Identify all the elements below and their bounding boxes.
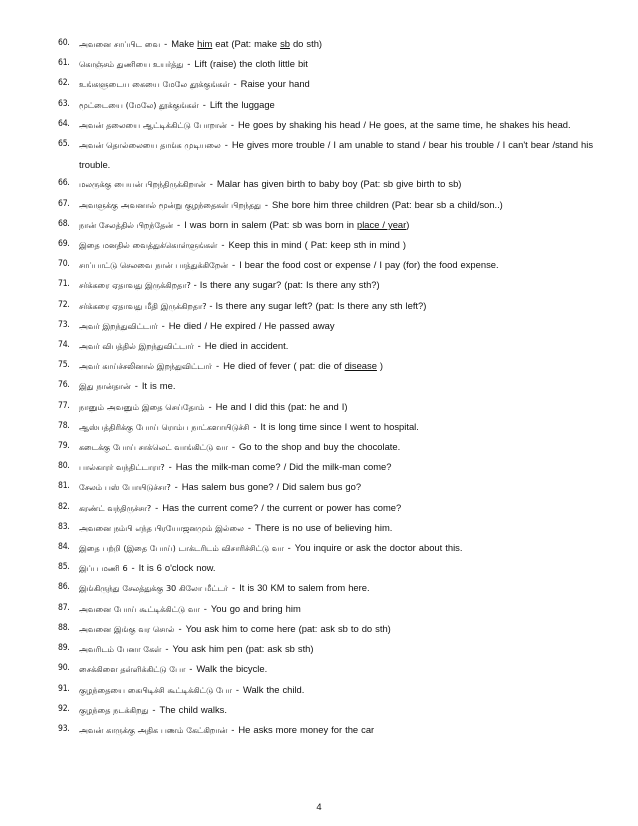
entry-separator: - xyxy=(189,663,193,675)
translation-text: He and I did this (pat: he and I) xyxy=(215,400,348,412)
phrase-entry xyxy=(58,720,606,740)
translation-text: I was born in salem (Pat: sb was born in xyxy=(184,218,357,230)
tamil-phrase: சைக்கிளை தள்ளிக்கிட்டு போ xyxy=(79,664,186,675)
phrase-entry xyxy=(58,659,606,679)
phrase-entry xyxy=(58,397,606,417)
english-translation xyxy=(223,360,383,371)
translation-text: eat (Pat: make xyxy=(212,38,281,49)
entry-number: 71. xyxy=(58,279,70,290)
tamil-phrase: மூட்டையை (மேலே) தூக்குங்கள் xyxy=(79,99,199,110)
translation-text: It is long time since I went to hospital. xyxy=(260,420,419,432)
english-translation xyxy=(139,562,216,573)
entry-separator: - xyxy=(253,420,257,432)
phrase-entry xyxy=(58,700,606,720)
entry-number: 61. xyxy=(58,58,70,69)
phrase-entry xyxy=(58,195,606,215)
underlined-text: place / year xyxy=(357,218,407,230)
tamil-phrase: கடைக்கு போய் சாக்லெட் வாங்கிட்டு வா xyxy=(79,442,228,453)
tamil-phrase: குழந்தை நடக்கிறது xyxy=(79,704,149,715)
entry-number: 82. xyxy=(58,501,70,512)
tamil-phrase: கரண்ட் வந்திருச்சா? xyxy=(79,502,152,513)
entry-separator: - xyxy=(134,380,138,392)
phrase-entry xyxy=(58,95,606,115)
phrase-entry xyxy=(58,174,606,194)
entry-number: 93. xyxy=(58,723,70,734)
phrase-entry xyxy=(58,115,606,135)
phrase-entry xyxy=(58,34,606,54)
tamil-phrase: குழந்தையை கைபிடிச்சி கூட்டிக்கிட்டு போ xyxy=(79,684,232,695)
entry-separator: - xyxy=(152,703,156,715)
translation-text: Lift (raise) the cloth little bit xyxy=(194,58,308,70)
page-number: 4 xyxy=(316,801,322,812)
tamil-phrase: அவனை போய் கூட்டிக்கிட்டு வா xyxy=(79,603,200,614)
tamil-phrase: இதை மனதில் வைத்துக்கொள்ளுங்கள் xyxy=(79,240,218,251)
entry-number: 88. xyxy=(58,622,70,633)
translation-text: Keep this in mind ( Pat: keep sth in mind ) xyxy=(228,239,407,251)
phrase-list xyxy=(58,34,606,740)
entry-separator: - xyxy=(247,521,252,533)
phrase-entry xyxy=(58,538,606,558)
english-translation xyxy=(239,259,499,270)
entry-separator: - xyxy=(230,118,234,130)
entry-separator: - xyxy=(168,461,172,473)
entry-number: 60. xyxy=(58,38,70,48)
entry-separator: - xyxy=(221,239,225,251)
entry-separator: - xyxy=(231,582,236,594)
tamil-phrase: அவனை நம்பி எந்த பிரயோஜனமும் இல்லை xyxy=(79,522,244,533)
entry-separator: - xyxy=(202,98,206,110)
phrase-entry xyxy=(58,74,606,94)
entry-number: 72. xyxy=(58,299,70,310)
english-translation xyxy=(216,401,348,412)
translation-text: There is no use of believing him. xyxy=(255,521,393,533)
translation-text: He asks more money for the car xyxy=(238,723,375,735)
entry-number: 83. xyxy=(58,521,70,532)
translation-text: Malar has given birth to baby boy (Pat: sb give birth to sb) xyxy=(216,178,462,190)
translation-text: He died of fever ( pat: die of xyxy=(223,360,345,372)
translation-text: Go to the shop and buy the chocolate. xyxy=(238,441,401,453)
translation-text: ) xyxy=(406,218,410,230)
phrase-entry xyxy=(58,477,606,497)
translation-text: He died in accident. xyxy=(204,340,289,352)
english-translation xyxy=(162,502,401,513)
english-translation xyxy=(229,239,407,250)
underlined-text: sb xyxy=(280,38,290,49)
tamil-phrase: அவரிடம் பேனா கேள் xyxy=(79,644,162,655)
phrase-entry xyxy=(58,356,606,376)
translation-text: - Is there any sugar left? (pat: Is there any sth left?) xyxy=(209,299,427,311)
entry-separator: - xyxy=(203,602,207,614)
tamil-phrase: நான் சேலத்தில் பிறந்தேன் xyxy=(79,219,174,230)
translation-text: Has the current come? / the current or power has come? xyxy=(162,501,402,513)
english-translation xyxy=(210,99,275,110)
entry-number: 77. xyxy=(58,400,70,411)
phrase-entry xyxy=(58,599,606,619)
entry-separator: - xyxy=(165,643,169,655)
tamil-phrase: அவர் இறந்துவிட்டார் xyxy=(79,320,158,331)
entry-separator: - xyxy=(131,562,135,574)
phrase-entry xyxy=(58,437,606,457)
translation-text: Make xyxy=(171,38,198,49)
tamil-phrase: சர்க்கரை ஏதாவது இருக்கிறதா? xyxy=(79,280,191,291)
entry-separator: - xyxy=(177,218,181,230)
tamil-phrase: இது நான்தான் xyxy=(79,381,131,392)
tamil-phrase: அவன் காருக்கு அதிக பணம் கேட்கிறான் xyxy=(79,724,228,735)
english-translation xyxy=(211,603,301,614)
entry-number: 66. xyxy=(58,178,70,189)
entry-separator: - xyxy=(231,259,236,271)
english-translation xyxy=(171,38,322,49)
translation-text: It is 6 o'clock now. xyxy=(138,562,216,574)
english-translation xyxy=(182,481,361,492)
entry-number: 89. xyxy=(58,643,70,654)
entry-separator: - xyxy=(231,723,235,735)
entry-separator: - xyxy=(197,340,201,352)
english-translation xyxy=(205,340,289,351)
tamil-phrase: உங்களுடைய கையை மேலே தூக்குங்கள் xyxy=(79,79,230,90)
underlined-text: disease xyxy=(344,360,377,372)
tamil-phrase: சேலம் பஸ் போயிடுச்சா? xyxy=(79,482,171,493)
phrase-entry xyxy=(58,639,606,659)
phrase-entry xyxy=(58,457,606,477)
translation-text: She bore him three children (Pat: bear sb a child/son..) xyxy=(272,198,503,210)
translation-text: The child walks. xyxy=(159,703,227,715)
english-translation xyxy=(239,441,400,452)
entry-number: 73. xyxy=(58,319,70,330)
entry-number: 69. xyxy=(58,239,70,250)
entry-separator: - xyxy=(235,683,239,695)
translation-text: It is 30 KM to salem from here. xyxy=(239,582,370,594)
entry-separator: - xyxy=(174,481,178,493)
phrase-entry xyxy=(58,680,606,700)
english-translation xyxy=(272,199,503,210)
entry-separator: - xyxy=(224,139,228,151)
entry-number: 76. xyxy=(58,380,70,391)
english-translation xyxy=(238,724,374,735)
english-translation xyxy=(217,178,462,189)
translation-text: You ask him pen (pat: ask sb sth) xyxy=(172,643,314,655)
entry-separator: - xyxy=(233,78,237,90)
phrase-entry xyxy=(58,518,606,538)
underlined-text: him xyxy=(197,38,213,49)
tamil-phrase: அவன் தொல்லையை தாங்க முடியலை xyxy=(79,140,221,151)
entry-number: 70. xyxy=(58,259,70,270)
translation-text: It is me. xyxy=(141,380,176,392)
phrase-entry xyxy=(58,578,606,598)
entry-number: 62. xyxy=(58,78,70,89)
entry-separator: - xyxy=(178,622,182,634)
english-translation xyxy=(295,542,463,553)
translation-text: You inquire or ask the doctor about this. xyxy=(294,542,463,554)
phrase-entry xyxy=(58,235,606,255)
english-translation xyxy=(209,300,426,311)
phrase-entry xyxy=(58,376,606,396)
entry-number: 75. xyxy=(58,360,70,371)
entry-number: 91. xyxy=(58,683,70,694)
english-translation xyxy=(169,320,335,331)
tamil-phrase: அவர் காய்ச்சலினால் இறந்துவிட்டார் xyxy=(79,361,212,372)
english-translation xyxy=(184,219,409,230)
entry-number: 67. xyxy=(58,198,70,209)
tamil-phrase: இப்ப மணி 6 xyxy=(79,563,128,574)
english-translation xyxy=(186,623,391,634)
phrase-entry xyxy=(58,275,606,295)
translation-text: Has salem bus gone? / Did salem bus go? xyxy=(181,481,362,493)
translation-text: do sth) xyxy=(289,38,323,49)
entry-number: 85. xyxy=(58,562,70,573)
entry-number: 79. xyxy=(58,441,70,452)
translation-text: He goes by shaking his head / He goes, at the same time, he shakes his head. xyxy=(237,118,571,130)
entry-separator: - xyxy=(187,58,191,70)
entry-number: 78. xyxy=(58,420,70,431)
entry-number: 68. xyxy=(58,218,70,229)
entry-number: 81. xyxy=(58,481,70,492)
phrase-entry xyxy=(58,498,606,518)
translation-text: I bear the food cost or expense / I pay (for) the food expense. xyxy=(239,259,499,271)
entry-number: 90. xyxy=(58,663,70,674)
entry-separator: - xyxy=(264,198,268,210)
phrase-entry xyxy=(58,558,606,578)
entry-separator: - xyxy=(164,38,168,49)
entry-separator: - xyxy=(215,360,220,372)
entry-separator: - xyxy=(161,319,165,331)
translation-text: You go and bring him xyxy=(210,602,301,614)
entry-number: 86. xyxy=(58,582,70,593)
translation-text: He died / He expired / He passed away xyxy=(168,319,335,331)
tamil-phrase: சர்க்கரை ஏதாவது மீதி இருக்கிறதா? xyxy=(79,300,207,311)
english-translation xyxy=(172,643,313,654)
english-translation xyxy=(255,522,392,533)
entry-number: 92. xyxy=(58,703,70,714)
tamil-phrase: இங்கிருந்து சேலத்துக்கு 30 கிலோ மீட்டர் xyxy=(79,583,228,594)
english-translation xyxy=(196,663,267,674)
tamil-phrase: கொஞ்சம் துணியை உயர்த்து xyxy=(79,59,184,70)
translation-text: Raise your hand xyxy=(240,78,310,90)
tamil-phrase: மலருக்கு பையன் பிறந்திருக்கிறான் xyxy=(79,179,206,190)
translation-text: Has the milk-man come? / Did the milk-man come? xyxy=(175,461,392,473)
entry-number: 84. xyxy=(58,542,70,553)
tamil-phrase: பால்காரர் வந்திட்டாரா? xyxy=(79,462,165,473)
english-translation xyxy=(142,380,176,391)
english-translation xyxy=(260,421,418,432)
tamil-phrase: அவன் தலையை ஆட்டிக்கிட்டு போறான் xyxy=(79,119,227,130)
phrase-entry xyxy=(58,135,606,174)
entry-number: 65. xyxy=(58,139,70,150)
tamil-phrase: இதை பற்றி (இதை போய்) டாக்டரிடம் விசாரிச்சிட்டு வா xyxy=(79,543,284,554)
entry-number: 63. xyxy=(58,98,70,109)
translation-text: He gives more trouble / I am unable to stand / bear his trouble / I can't bear /stand his trouble. xyxy=(79,139,594,171)
translation-text: Lift the luggage xyxy=(209,98,275,110)
english-translation xyxy=(243,684,304,695)
entry-number: 64. xyxy=(58,118,70,129)
translation-text: Walk the child. xyxy=(242,683,305,695)
english-translation xyxy=(239,582,369,593)
english-translation xyxy=(238,119,571,130)
translation-text: You ask him to come here (pat: ask sb to do sth) xyxy=(185,622,391,634)
tamil-phrase: அவளுக்கு அவனால் மூன்று குழந்தைகள் பிறந்தது xyxy=(79,199,261,210)
phrase-entry xyxy=(58,255,606,275)
translation-text: ) xyxy=(376,360,384,372)
entry-number: 87. xyxy=(58,602,70,613)
phrase-entry xyxy=(58,336,606,356)
entry-separator: - xyxy=(155,501,159,513)
english-translation xyxy=(176,461,392,472)
entry-separator: - xyxy=(209,178,213,190)
tamil-phrase: நானும் அவனும் இதை செய்தோம் xyxy=(79,401,205,412)
english-translation xyxy=(194,58,308,69)
entry-separator: - xyxy=(208,400,212,412)
entry-number: 74. xyxy=(58,340,70,351)
english-translation xyxy=(241,78,310,89)
tamil-phrase: ஆஸ்பத்திரிக்கு போய் ரொம்ப நாட்களாயிடுச்சி xyxy=(79,421,250,432)
phrase-entry xyxy=(58,417,606,437)
entry-separator: - xyxy=(287,542,291,554)
tamil-phrase: அவனை சாப்பிட வை xyxy=(79,39,161,49)
entry-separator: - xyxy=(231,441,235,453)
english-translation xyxy=(194,279,380,290)
phrase-entry xyxy=(58,54,606,74)
translation-text: Walk the bicycle. xyxy=(196,663,268,675)
phrase-entry xyxy=(58,619,606,639)
phrase-entry xyxy=(58,296,606,316)
tamil-phrase: அவனை இங்கு வர சொல் xyxy=(79,623,175,634)
phrase-entry xyxy=(58,215,606,235)
english-translation xyxy=(159,704,227,715)
translation-text: - Is there any sugar? (pat: Is there any sth?) xyxy=(193,279,380,291)
tamil-phrase: சாப்பாட்டு செலவை நான் பாத்துக்கிறேன் xyxy=(79,260,228,271)
entry-number: 80. xyxy=(58,461,70,472)
tamil-phrase: அவர் விபத்தில் இறந்துவிட்டார் xyxy=(79,341,194,352)
phrase-entry xyxy=(58,316,606,336)
